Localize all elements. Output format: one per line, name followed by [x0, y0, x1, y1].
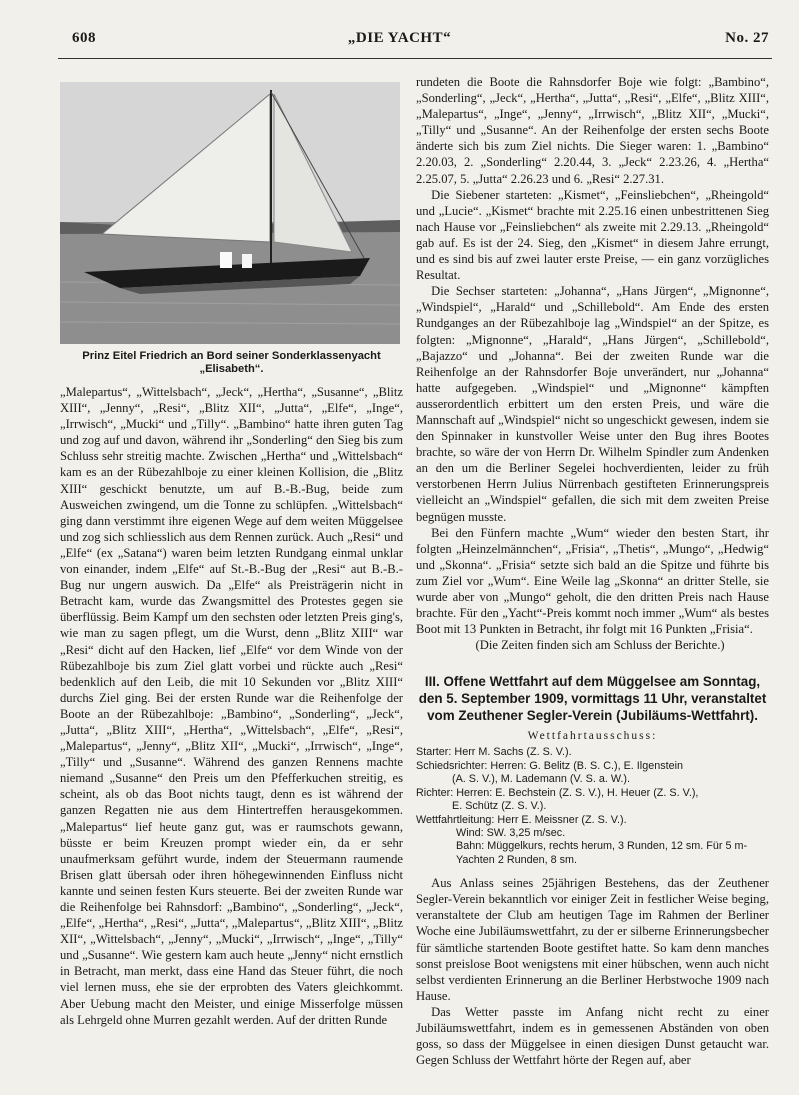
- paragraph: Die Sechser starteten: „Johanna“, „Hans Jürgen“, „Mignonne“, „Windspiel“, „Harald“ und „Schillebold“. Am Ende des ersten Rundganges an der Rübezahlboje lag „Windspiel“ an der Spitze, es folgten: „Mignonne“, „Harald“, „Hans Jürgen“, „Schillebold“, „Bajazzo“ und „Johanna“. Bei der zweiten Runde war die Reihenfolge an der Rahnsdorfer Boje unverändert, nur „Johanna“ hatte aufgegeben. „Windspiel“ und „Mignonne“ kämpften ausserordentlich erbittert um den ersten Preis, und wäre die Mannschaft auf „Windspiel“ nicht so ungeschickt gewesen, indem sie den Spinnaker in kunstvoller Weise unter den Bug ihres Bootes brachte, so wäre der von Herrn Dr. Wilhelm Spindler zum Andenken an den um die Berliner Segelei hochverdienten, leider zu früh verstorbenen Herrn Julius Nürrenbach gestifteten Erinnerungspreis vielleicht an „Windspiel“ gefallen, die sich mit dem zweiten Preise begnügen musste.: [416, 284, 769, 524]
- sailboat-illustration: [60, 82, 400, 344]
- paragraph: Bei den Fünfern machte „Wum“ wieder den besten Start, ihr folgten „Heinzelmännchen“, „Frisia“, „Thetis“, „Mungo“, „Hedwig“ und „Skonna“. „Frisia“ setzte sich bald an die Spitze und führte bis zum Ziel vor „Wum“. Eine Weile lag „Skonna“ an dritter Stelle, sie wurde aber von „Mungo“ geholt, die den dritten Preis nach Hause brachte. Für den „Yacht“-Preis kommt noch immer „Wum“ als bestes Boot mit 13 Punkten in Betracht, ihr folgt mit 16 Punkten „Frisia“.: [416, 525, 769, 637]
- photo-caption: [60, 350, 403, 376]
- paragraph: Das Wetter passte im Anfang nicht recht zu einer Jubiläumswettfahrt, indem es in gemessenen Abständen von oben goss, so dass der Müggelsee in einen diesigen Dunst getaucht war. Gegen Schluss der Wettfahrt hörte der Regen auf, aber: [416, 1004, 769, 1068]
- judges-line-2: (A. S. V.), M. Lademann (V. S. a. W.).: [452, 773, 631, 786]
- results-note: (Die Zeiten finden sich am Schluss der Berichte.): [475, 638, 725, 653]
- course-line: Bahn: Müggelkurs, rechts herum, 3 Runden, 12 sm. Für 5 m-Yachten 2 Runden, 8 sm.: [456, 840, 748, 866]
- starter-line: Starter: Herr M. Sachs (Z. S. V.).: [416, 746, 572, 759]
- header-rule: [58, 58, 772, 59]
- paragraph: Die Siebener starteten: „Kismet“, „Feinsliebchen“, „Rheingold“ und „Lucie“. „Kismet“ brachte mit 2.25.16 einen unbestrittenen Sieg nach Hause vor „Feinsliebchen“ als zweite mit 2.29.13. „Rheingold“ gab auf. Es ist der 24. Sieg, den „Kismet“ in diesem Jahre errungt, und es sind bis auf zwei lauter erste Preise, — ein ganz vorzügliches Resultat.: [416, 187, 769, 283]
- paragraph: Aus Anlass seines 25jährigen Bestehens, das der Zeuthener Segler-Verein bekanntlich vor einiger Zeit in festlicher Weise beging, veranstaltete der Club am heutigen Tage im Rahmen der Berliner Woche eine Jubiläumswettfahrt, zu der er silberne Erinnerungsbecher für sämtliche startenden Boote gestiftet hatte. So kam denn manches sonst preislose Boot wenigstens mit einer hübschen, wenn auch nicht selbst verdienten Erinnerung an die Berliner Herbstwoche 1909 nach Hause.: [416, 876, 769, 1003]
- right-column: [416, 74, 769, 1068]
- left-column: [60, 74, 403, 1028]
- paragraph: „Malepartus“, „Wittelsbach“, „Jeck“, „Hertha“, „Susanne“, „Blitz XIII“, „Jenny“, „Resi“, „Blitz XII“, „Jutta“, „Elfe“, „Inge“, „Irrwisch“, „Mucki“ und „Tilly“. „Bambino“ hatte ihren guten Tag und zog auf und davon, während ihr „Sonderling“ den Sieg bis zum Schluss sehr streitig machte. Zwischen „Hertha“ und „Wittelsbach“ kam es an der Rübezahlboje zu einer kleinen Kollision, die „Blitz XIII“ geschickt benutzte, um auf B.-B.-Bug, beide zum Ausweichen zwingend, um die Tonne zu schlüpfen. „Wittelsbach“ ging dann verstimmt ihre eigenen Wege auf dem weiten Müggelsee und zog sich schliesslich aus dem Rennen zurück. Auch „Resi“ und „Elfe“ (ex „Satana“) waren beim letzten Rundgang einmal unklar von einander, indem „Elfe“ auf St.-B.-Bug der „Resi“ aut B.-B.-Bug nur ungern auswich. Da „Elfe“ als Preisträgerin nicht in Betracht kam, wurde das Zwangsmittel des Protestes gegen sie überflüssig. Beim Kampf um den sechsten oder letzten Preis ging's, wie man zu sagen pflegt, um die Wurst, denn „Blitz XIII“ war „Resi“ dicht auf den Hacken, lief „Elfe“ vor dem Winde von der Rübezahlboje bis zum Ziel glatt vorbei und rückte auch „Resi“ bedenklich auf den Leib, die mit 10 Sekunden vor „Blitz XIII“ durchs Ziel ging. Bei der ersten Runde war die Reihenfolge der Boote an der Rübezahlboje: „Bambino“, „Sonderling“, „Jeck“, „Jutta“, „Blitz XIII“, „Hertha“, „Wittelsbach“, „Elfe“, „Resi“, „Malepartus“, „Jenny“, „Blitz XII“, „Mucki“, „Irrwisch“, „Inge“, „Tilly“ und „Susanne“. Während des ganzen Rennens machte niemand „Susanne“ den Preis um den Pfefferkuchen streitig, es scheint, als ob das Boot nichts taugt, denn es ist während der ganzen Regatten nie aus dem Hintertreffen herausgekommen. „Malepartus“ lief heute ganz gut, was er raumschots gewann, büsste er beim Kreuzen prompt wieder ein, da er sehr unaufmerksam geführt wurde, indem der Steuermann raumende Brisen glatt übersah oder ihren höhegewinnenden Einfluss nicht kannte und seinen festen Kurs steuerte. Bei der zweiten Runde war die Reihenfolge bei Rahnsdorf: „Bambino“, „Sonderling“, „Jeck“, „Elfe“, „Hertha“, „Resi“, „Jutta“, „Malepartus“, „Blitz XIII“, „Blitz XII“, „Wittelsbach“, „Jenny“, „Mucki“, „Irrwisch“, „Inge“, „Tilly“ und „Susanne“. Wie gestern kam auch heute „Jenny“ nicht ernstlich in Betracht, man merkt, dass eine Hand das Steuer führt, die noch viel lernen muss, ehe sie der erprobten des Vaters gleichkommt. Aber Uebung macht den Meister, und einige Misserfolge müssen als Lehrgeld ohne Murren gezahlt werden. Auf der dritten Runde: [60, 385, 403, 1027]
- caption-line-1: Prinz Eitel Friedrich an Bord seiner Sonderklassenyacht: [82, 350, 381, 362]
- page-number: 608: [72, 30, 96, 46]
- race-direction-line: Wettfahrtleitung: Herr E. Meissner (Z. S. V.).: [416, 813, 627, 826]
- journal-title: „DIE YACHT“: [347, 30, 452, 46]
- yacht-photograph: [60, 82, 400, 344]
- referees-line-1: Richter: Herren: E. Bechstein (Z. S. V.), H. Heuer (Z. S. V.),: [416, 786, 699, 799]
- issue-number: No. 27: [725, 30, 769, 46]
- committee-heading: Wettfahrtausschuss:: [527, 730, 658, 743]
- paragraph: rundeten die Boote die Rahnsdorfer Boje wie folgt: „Bambino“, „Sonderling“, „Jeck“, „Hertha“, „Jutta“, „Resi“, „Elfe“, „Blitz XIII“, „Malepartus“, „Inge“, „Jenny“, „Irrwisch“, „Blitz XII“, „Mucki“, „Tilly“ und „Susanne“. An der Reihenfolge der ersten sechs Boote änderte sich bis zum Ziel nichts. Die Sieger waren: 1. „Bambino“ 2.20.03, 2. „Sonderling“ 2.20.44, 3. „Jeck“ 2.23.26, 4. „Hertha“ 2.25.07, 5. „Jutta“ 2.26.23 und 6. „Resi“ 2.27.31.: [416, 75, 769, 186]
- judges-line-1: Schiedsrichter: Herren: G. Belitz (B. S. C.), E. Ilgenstein: [416, 759, 684, 772]
- referees-line-2: E. Schütz (Z. S. V.).: [452, 800, 547, 813]
- caption-line-2: „Elisabeth“.: [199, 363, 264, 375]
- section-heading: III. Offene Wettfahrt auf dem Müggelsee am Sonntag, den 5. September 1909, vormittags 11 Uhr, veranstaltet vom Zeuthener Segler-Verein (Jubiläums-Wettfahrt).: [418, 674, 767, 724]
- wind-line: Wind: SW. 3,25 m/sec.: [456, 826, 566, 839]
